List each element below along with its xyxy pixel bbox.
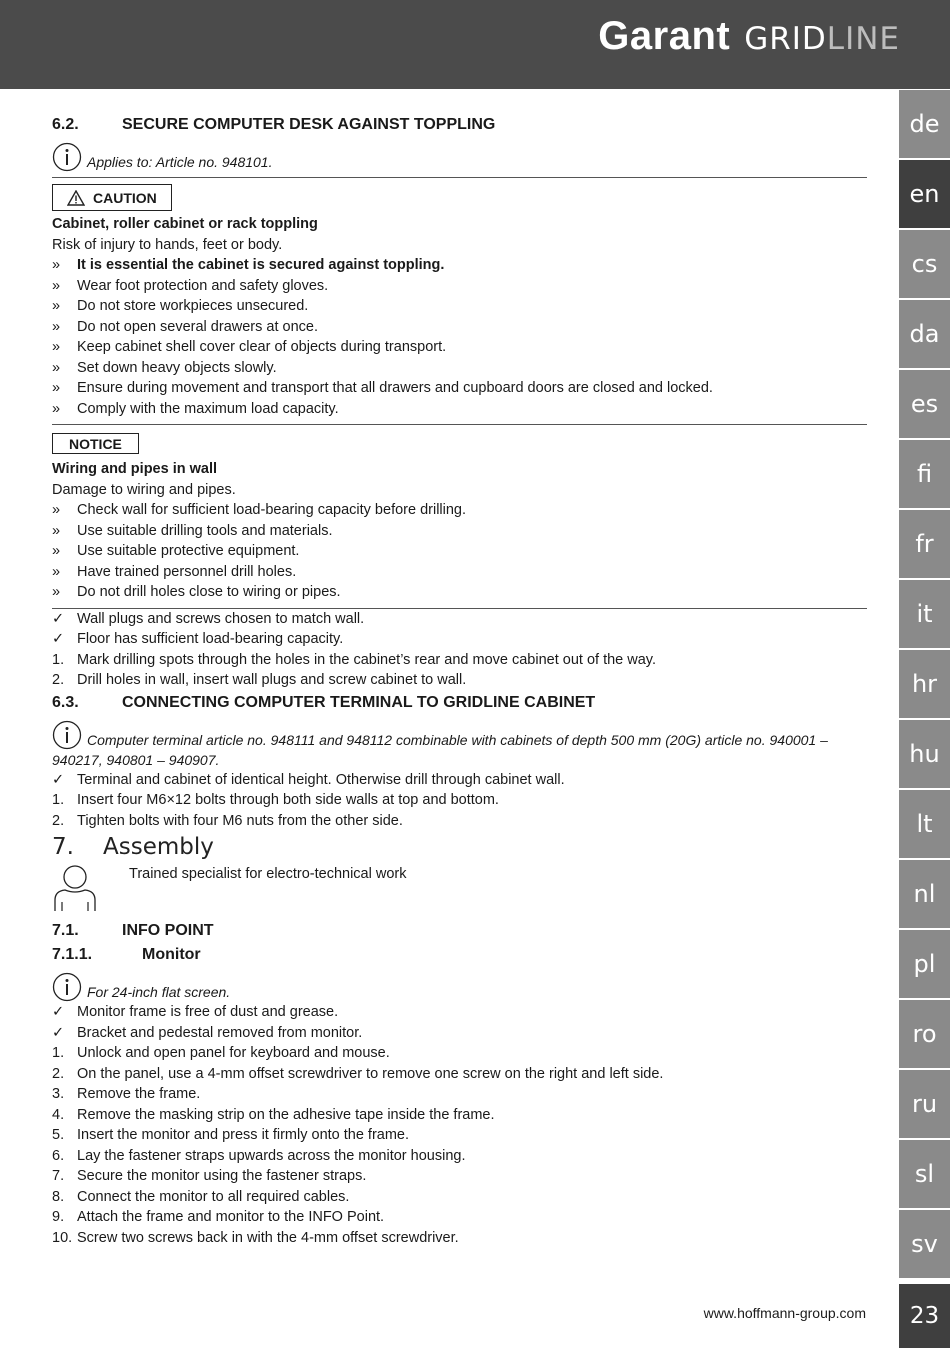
info-note: For 24-inch flat screen. bbox=[52, 972, 867, 1002]
notice-list bbox=[52, 500, 867, 603]
list-item-text: On the panel, use a 4-mm offset screwdriver to remove one screw on the right and left side. bbox=[77, 1065, 664, 1082]
list-item bbox=[52, 317, 867, 338]
step-number: 8. bbox=[52, 1188, 65, 1205]
caution-box bbox=[52, 184, 867, 211]
step-number: 2. bbox=[52, 1065, 65, 1082]
notice-box bbox=[52, 433, 867, 454]
bullet-marker: » bbox=[52, 298, 61, 314]
list-item bbox=[52, 500, 867, 521]
list-item-text: Screw two screws back in with the 4-mm offset screwdriver. bbox=[77, 1229, 459, 1246]
info-note: Computer terminal article no. 948111 and 948112 combinable with cabinets of depth 500 mm (20G) article no. 940001 – bbox=[52, 720, 867, 750]
bullet-marker: » bbox=[52, 400, 61, 417]
info-note: Applies to: Article no. 948101. bbox=[52, 142, 867, 172]
list-item bbox=[52, 1166, 867, 1187]
list-item bbox=[52, 609, 867, 630]
list-item bbox=[52, 582, 867, 603]
list-item-text: Keep cabinet shell cover clear of objects during transport. bbox=[77, 339, 447, 355]
step-number: 10. bbox=[52, 1229, 73, 1246]
list-item-text: Insert the monitor and press it firmly onto the frame. bbox=[77, 1127, 410, 1143]
list-item bbox=[52, 1002, 867, 1023]
list-item bbox=[52, 1084, 867, 1105]
list-item-text: Drill holes in wall, insert wall plugs and screw cabinet to wall. bbox=[77, 672, 467, 688]
step-list bbox=[52, 1043, 867, 1248]
list-item-text: Terminal and cabinet of identical height. Otherwise drill through cabinet wall. bbox=[77, 771, 565, 788]
list-item-text: Set down heavy objects slowly. bbox=[77, 359, 277, 376]
list-item bbox=[52, 1125, 867, 1146]
list-item-text: Remove the masking strip on the adhesive tape inside the frame. bbox=[77, 1106, 495, 1123]
language-tab-en[interactable]: en bbox=[899, 160, 950, 228]
language-tab-fr[interactable]: fr bbox=[899, 510, 950, 578]
language-tab-cs[interactable]: cs bbox=[899, 230, 950, 298]
step-number: 2. bbox=[52, 672, 65, 688]
list-item-text: Attach the frame and monitor to the INFO Point. bbox=[77, 1209, 385, 1225]
list-item bbox=[52, 521, 867, 542]
list-item bbox=[52, 399, 867, 420]
list-item-text: Floor has sufficient load-bearing capacity. bbox=[77, 631, 344, 647]
list-item-text: Do not drill holes close to wiring or pipes. bbox=[77, 584, 341, 600]
check-icon: ✓ bbox=[52, 610, 65, 627]
check-icon: ✓ bbox=[52, 771, 65, 788]
check-icon: ✓ bbox=[52, 1004, 65, 1020]
divider bbox=[52, 424, 867, 425]
section-heading-6-2: 6.2. SECURE COMPUTER DESK AGAINST TOPPLING bbox=[52, 116, 496, 133]
list-item bbox=[52, 670, 867, 691]
prerequisite-list bbox=[52, 609, 867, 650]
language-sidebar bbox=[899, 90, 950, 1280]
list-item-text: Lay the fastener straps upwards across the monitor housing. bbox=[77, 1147, 466, 1164]
caution-list bbox=[52, 255, 867, 419]
bullet-marker: » bbox=[52, 563, 61, 580]
caution-label: CAUTION bbox=[52, 184, 172, 211]
section-heading-7-1-1: 7.1.1. Monitor bbox=[52, 946, 201, 963]
info-icon bbox=[52, 972, 82, 1002]
language-tab-sl[interactable]: sl bbox=[899, 1140, 950, 1208]
list-item bbox=[52, 562, 867, 583]
list-item-text: Use suitable protective equipment. bbox=[77, 543, 300, 559]
bullet-marker: » bbox=[52, 318, 61, 335]
step-number: 6. bbox=[52, 1147, 65, 1164]
bullet-marker: » bbox=[52, 522, 61, 539]
check-icon: ✓ bbox=[52, 1024, 65, 1041]
list-item-text: Ensure during movement and transport that all drawers and cupboard doors are closed and locked. bbox=[77, 380, 713, 396]
notice-description: Damage to wiring and pipes. bbox=[52, 481, 236, 498]
brand-sub: GRIDLINE bbox=[744, 21, 900, 57]
person-icon bbox=[52, 864, 98, 912]
step-number: 4. bbox=[52, 1106, 65, 1123]
list-item-text: Insert four M6×12 bolts through both side walls at top and bottom. bbox=[77, 792, 499, 808]
page-number: 23 bbox=[899, 1284, 950, 1348]
divider bbox=[52, 177, 867, 178]
list-item-text: Wear foot protection and safety gloves. bbox=[77, 277, 329, 294]
list-item bbox=[52, 1064, 867, 1085]
list-item bbox=[52, 541, 867, 562]
page-header bbox=[0, 0, 950, 89]
bullet-marker: » bbox=[52, 502, 61, 518]
step-number: 5. bbox=[52, 1127, 65, 1143]
notice-label: NOTICE bbox=[52, 433, 139, 454]
list-item-text: Wall plugs and screws chosen to match wall. bbox=[77, 610, 365, 627]
list-item-text: Do not store workpieces unsecured. bbox=[77, 298, 309, 314]
list-item-text: Comply with the maximum load capacity. bbox=[77, 400, 339, 417]
list-item-text: Tighten bolts with four M6 nuts from the other side. bbox=[77, 812, 403, 829]
list-item bbox=[52, 1043, 867, 1064]
list-item bbox=[52, 255, 867, 276]
info-note-continued: 940217, 940801 – 940907. bbox=[52, 751, 220, 768]
list-item-text: Use suitable drilling tools and materials. bbox=[77, 522, 333, 539]
list-item bbox=[52, 629, 867, 650]
notice-title: Wiring and pipes in wall bbox=[52, 461, 218, 477]
step-list bbox=[52, 650, 867, 691]
step-number: 9. bbox=[52, 1209, 65, 1225]
list-item-text: Unlock and open panel for keyboard and mouse. bbox=[77, 1045, 390, 1061]
section-heading-7-1: 7.1. INFO POINT bbox=[52, 922, 214, 939]
step-number: 7. bbox=[52, 1168, 65, 1184]
list-item bbox=[52, 1228, 867, 1249]
language-tab-pl[interactable]: pl bbox=[899, 930, 950, 998]
bullet-marker: » bbox=[52, 380, 61, 396]
list-item bbox=[52, 358, 867, 379]
language-tab-fi[interactable]: fi bbox=[899, 440, 950, 508]
list-item-text: Mark drilling spots through the holes in the cabinet’s rear and move cabinet out of the way. bbox=[77, 651, 656, 668]
language-tab-it[interactable]: it bbox=[899, 580, 950, 648]
step-number: 1. bbox=[52, 792, 65, 808]
warning-icon bbox=[67, 190, 85, 206]
language-tab-nl[interactable]: nl bbox=[899, 860, 950, 928]
step-list bbox=[52, 790, 867, 831]
list-item-text: Secure the monitor using the fastener straps. bbox=[77, 1168, 367, 1184]
prerequisite-list bbox=[52, 770, 867, 791]
step-number: 3. bbox=[52, 1086, 65, 1102]
bullet-marker: » bbox=[52, 257, 61, 273]
prerequisite-list bbox=[52, 1002, 867, 1043]
language-tab-hr[interactable]: hr bbox=[899, 650, 950, 718]
step-number: 1. bbox=[52, 1045, 65, 1061]
language-tab-ru[interactable]: ru bbox=[899, 1070, 950, 1138]
bullet-marker: » bbox=[52, 277, 61, 294]
footer-url[interactable]: www.hoffmann-group.com bbox=[703, 1305, 866, 1321]
list-item bbox=[52, 790, 867, 811]
list-item-text: Do not open several drawers at once. bbox=[77, 318, 318, 335]
check-icon: ✓ bbox=[52, 631, 65, 647]
info-icon bbox=[52, 142, 82, 172]
caution-title: Cabinet, roller cabinet or rack toppling bbox=[52, 216, 318, 232]
language-tab-de[interactable]: de bbox=[899, 90, 950, 158]
list-item-text: Connect the monitor to all required cables. bbox=[77, 1188, 350, 1205]
bullet-marker: » bbox=[52, 339, 61, 355]
brand-logo bbox=[598, 14, 900, 64]
language-tab-lt[interactable]: lt bbox=[899, 790, 950, 858]
specialist-note: Trained specialist for electro-technical work bbox=[52, 864, 867, 912]
list-item bbox=[52, 811, 867, 832]
step-number: 2. bbox=[52, 812, 65, 829]
step-number: 1. bbox=[52, 651, 65, 668]
list-item bbox=[52, 1105, 867, 1126]
bullet-marker: » bbox=[52, 359, 61, 376]
list-item bbox=[52, 1207, 867, 1228]
bullet-marker: » bbox=[52, 584, 61, 600]
list-item bbox=[52, 1146, 867, 1167]
list-item-text: Remove the frame. bbox=[77, 1086, 201, 1102]
language-tab-es[interactable]: es bbox=[899, 370, 950, 438]
list-item-text: Check wall for sufficient load-bearing capacity before drilling. bbox=[77, 502, 467, 518]
section-heading-6-3: 6.3. CONNECTING COMPUTER TERMINAL TO GRIDLINE CABINET bbox=[52, 693, 596, 711]
list-item-text: Monitor frame is free of dust and grease. bbox=[77, 1004, 339, 1020]
list-item bbox=[52, 1187, 867, 1208]
list-item-text: Have trained personnel drill holes. bbox=[77, 563, 297, 580]
page-content bbox=[52, 114, 867, 1248]
list-item-text: It is essential the cabinet is secured against toppling. bbox=[77, 257, 445, 273]
list-item bbox=[52, 770, 867, 791]
language-tab-da[interactable]: da bbox=[899, 300, 950, 368]
list-item bbox=[52, 276, 867, 297]
list-item bbox=[52, 650, 867, 671]
language-tab-hu[interactable]: hu bbox=[899, 720, 950, 788]
brand-main: Garant bbox=[598, 14, 731, 58]
chapter-heading-7: 7. Assembly bbox=[52, 834, 214, 860]
list-item-text: Bracket and pedestal removed from monitor. bbox=[77, 1024, 363, 1041]
list-item bbox=[52, 378, 867, 399]
list-item bbox=[52, 296, 867, 317]
language-tab-ro[interactable]: ro bbox=[899, 1000, 950, 1068]
caution-description: Risk of injury to hands, feet or body. bbox=[52, 236, 283, 253]
language-tab-sv[interactable]: sv bbox=[899, 1210, 950, 1278]
list-item bbox=[52, 337, 867, 358]
list-item bbox=[52, 1023, 867, 1044]
info-icon bbox=[52, 720, 82, 750]
bullet-marker: » bbox=[52, 543, 61, 559]
